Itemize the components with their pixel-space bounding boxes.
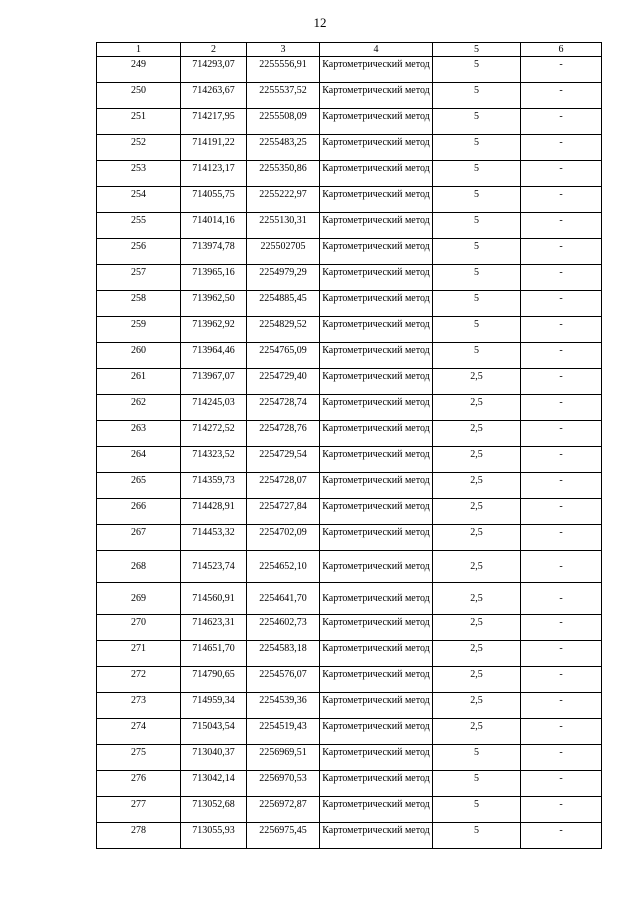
method-cell: Картометрический метод — [320, 395, 433, 421]
note-cell: - — [521, 395, 602, 421]
accuracy-cell: 2,5 — [433, 499, 521, 525]
x-coordinate-cell: 713962,92 — [181, 317, 247, 343]
point-number-cell: 258 — [97, 291, 181, 317]
x-coordinate-cell: 714055,75 — [181, 187, 247, 213]
accuracy-cell: 5 — [433, 161, 521, 187]
accuracy-cell: 5 — [433, 823, 521, 849]
y-coordinate-cell: 2256970,53 — [247, 771, 320, 797]
accuracy-cell: 5 — [433, 239, 521, 265]
accuracy-cell: 2,5 — [433, 583, 521, 615]
y-coordinate-cell: 2254829,52 — [247, 317, 320, 343]
accuracy-cell: 2,5 — [433, 615, 521, 641]
x-coordinate-cell: 714293,07 — [181, 57, 247, 83]
method-cell: Картометрический метод — [320, 641, 433, 667]
table-row — [97, 473, 602, 499]
method-cell: Картометрический метод — [320, 135, 433, 161]
point-number-cell: 252 — [97, 135, 181, 161]
accuracy-cell: 5 — [433, 797, 521, 823]
method-cell: Картометрический метод — [320, 499, 433, 525]
method-cell: Картометрический метод — [320, 719, 433, 745]
x-coordinate-cell: 714323,52 — [181, 447, 247, 473]
accuracy-cell: 2,5 — [433, 473, 521, 499]
accuracy-cell: 2,5 — [433, 667, 521, 693]
note-cell: - — [521, 551, 602, 583]
table-row — [97, 109, 602, 135]
y-coordinate-cell: 2254641,70 — [247, 583, 320, 615]
x-coordinate-cell: 714245,03 — [181, 395, 247, 421]
note-cell: - — [521, 213, 602, 239]
point-number-cell: 254 — [97, 187, 181, 213]
y-coordinate-cell: 2254652,10 — [247, 551, 320, 583]
point-number-cell: 255 — [97, 213, 181, 239]
x-coordinate-cell: 714560,91 — [181, 583, 247, 615]
table-row — [97, 421, 602, 447]
x-coordinate-cell: 714272,52 — [181, 421, 247, 447]
table-row — [97, 551, 602, 583]
column-header: 6 — [521, 43, 602, 57]
x-coordinate-cell: 713974,78 — [181, 239, 247, 265]
table-row — [97, 525, 602, 551]
method-cell: Картометрический метод — [320, 693, 433, 719]
table-row — [97, 213, 602, 239]
note-cell: - — [521, 109, 602, 135]
x-coordinate-cell: 714123,17 — [181, 161, 247, 187]
note-cell: - — [521, 667, 602, 693]
page-number: 12 — [313, 15, 327, 30]
note-cell: - — [521, 745, 602, 771]
x-coordinate-cell: 713055,93 — [181, 823, 247, 849]
method-cell: Картометрический метод — [320, 109, 433, 135]
y-coordinate-cell: 2254576,07 — [247, 667, 320, 693]
y-coordinate-cell: 2256972,87 — [247, 797, 320, 823]
method-cell: Картометрический метод — [320, 797, 433, 823]
method-cell: Картометрический метод — [320, 615, 433, 641]
point-number-cell: 275 — [97, 745, 181, 771]
x-coordinate-cell: 714523,74 — [181, 551, 247, 583]
y-coordinate-cell: 2254885,45 — [247, 291, 320, 317]
note-cell: - — [521, 823, 602, 849]
x-coordinate-cell: 713964,46 — [181, 343, 247, 369]
accuracy-cell: 2,5 — [433, 693, 521, 719]
y-coordinate-cell: 2254728,07 — [247, 473, 320, 499]
accuracy-cell: 2,5 — [433, 395, 521, 421]
accuracy-cell: 5 — [433, 771, 521, 797]
table-row — [97, 161, 602, 187]
accuracy-cell: 5 — [433, 317, 521, 343]
column-header: 3 — [247, 43, 320, 57]
note-cell: - — [521, 719, 602, 745]
point-number-cell: 261 — [97, 369, 181, 395]
table-row — [97, 395, 602, 421]
x-coordinate-cell: 713965,16 — [181, 265, 247, 291]
x-coordinate-cell: 714428,91 — [181, 499, 247, 525]
note-cell: - — [521, 317, 602, 343]
method-cell: Картометрический метод — [320, 745, 433, 771]
note-cell: - — [521, 369, 602, 395]
x-coordinate-cell: 714263,67 — [181, 83, 247, 109]
table-row — [97, 239, 602, 265]
y-coordinate-cell: 2254728,74 — [247, 395, 320, 421]
point-number-cell: 271 — [97, 641, 181, 667]
method-cell: Картометрический метод — [320, 343, 433, 369]
column-header: 1 — [97, 43, 181, 57]
y-coordinate-cell: 2255556,91 — [247, 57, 320, 83]
y-coordinate-cell: 225502705 — [247, 239, 320, 265]
point-number-cell: 278 — [97, 823, 181, 849]
table-row — [97, 771, 602, 797]
table-row — [97, 291, 602, 317]
accuracy-cell: 2,5 — [433, 421, 521, 447]
note-cell: - — [521, 583, 602, 615]
table-row — [97, 57, 602, 83]
x-coordinate-cell: 713052,68 — [181, 797, 247, 823]
note-cell: - — [521, 343, 602, 369]
point-number-cell: 265 — [97, 473, 181, 499]
accuracy-cell: 5 — [433, 213, 521, 239]
accuracy-cell: 2,5 — [433, 369, 521, 395]
point-number-cell: 262 — [97, 395, 181, 421]
method-cell: Картометрический метод — [320, 213, 433, 239]
point-number-cell: 251 — [97, 109, 181, 135]
table-row — [97, 823, 602, 849]
note-cell: - — [521, 771, 602, 797]
table-row — [97, 317, 602, 343]
accuracy-cell: 5 — [433, 343, 521, 369]
point-number-cell: 270 — [97, 615, 181, 641]
y-coordinate-cell: 2254728,76 — [247, 421, 320, 447]
x-coordinate-cell: 714359,73 — [181, 473, 247, 499]
x-coordinate-cell: 714790,65 — [181, 667, 247, 693]
note-cell: - — [521, 615, 602, 641]
note-cell: - — [521, 239, 602, 265]
table-body — [97, 57, 602, 849]
column-header: 5 — [433, 43, 521, 57]
y-coordinate-cell: 2255222,97 — [247, 187, 320, 213]
x-coordinate-cell: 713962,50 — [181, 291, 247, 317]
note-cell: - — [521, 693, 602, 719]
method-cell: Картометрический метод — [320, 771, 433, 797]
point-number-cell: 274 — [97, 719, 181, 745]
y-coordinate-cell: 2254727,84 — [247, 499, 320, 525]
point-number-cell: 269 — [97, 583, 181, 615]
point-number-cell: 253 — [97, 161, 181, 187]
note-cell: - — [521, 797, 602, 823]
table-row — [97, 187, 602, 213]
y-coordinate-cell: 2255350,86 — [247, 161, 320, 187]
header-row — [97, 43, 602, 57]
y-coordinate-cell: 2254765,09 — [247, 343, 320, 369]
method-cell: Картометрический метод — [320, 473, 433, 499]
note-cell: - — [521, 265, 602, 291]
note-cell: - — [521, 447, 602, 473]
table-row — [97, 797, 602, 823]
y-coordinate-cell: 2255537,52 — [247, 83, 320, 109]
y-coordinate-cell: 2254583,18 — [247, 641, 320, 667]
method-cell: Картометрический метод — [320, 447, 433, 473]
method-cell: Картометрический метод — [320, 421, 433, 447]
table-row — [97, 499, 602, 525]
y-coordinate-cell: 2255483,25 — [247, 135, 320, 161]
accuracy-cell: 5 — [433, 265, 521, 291]
y-coordinate-cell: 2254519,43 — [247, 719, 320, 745]
note-cell: - — [521, 641, 602, 667]
point-number-cell: 276 — [97, 771, 181, 797]
table-row — [97, 369, 602, 395]
point-number-cell: 266 — [97, 499, 181, 525]
note-cell: - — [521, 525, 602, 551]
accuracy-cell: 2,5 — [433, 447, 521, 473]
table-row — [97, 667, 602, 693]
table-row — [97, 83, 602, 109]
point-number-cell: 257 — [97, 265, 181, 291]
point-number-cell: 277 — [97, 797, 181, 823]
point-number-cell: 256 — [97, 239, 181, 265]
note-cell: - — [521, 187, 602, 213]
method-cell: Картометрический метод — [320, 83, 433, 109]
y-coordinate-cell: 2254602,73 — [247, 615, 320, 641]
point-number-cell: 264 — [97, 447, 181, 473]
method-cell: Картометрический метод — [320, 369, 433, 395]
note-cell: - — [521, 135, 602, 161]
accuracy-cell: 5 — [433, 291, 521, 317]
x-coordinate-cell: 714217,95 — [181, 109, 247, 135]
x-coordinate-cell: 713967,07 — [181, 369, 247, 395]
method-cell: Картометрический метод — [320, 583, 433, 615]
x-coordinate-cell: 714651,70 — [181, 641, 247, 667]
y-coordinate-cell: 2254539,36 — [247, 693, 320, 719]
accuracy-cell: 2,5 — [433, 525, 521, 551]
table-row — [97, 693, 602, 719]
accuracy-cell: 2,5 — [433, 719, 521, 745]
table-header — [97, 43, 602, 57]
point-number-cell: 259 — [97, 317, 181, 343]
method-cell: Картометрический метод — [320, 823, 433, 849]
accuracy-cell: 2,5 — [433, 551, 521, 583]
table-row — [97, 583, 602, 615]
point-number-cell: 249 — [97, 57, 181, 83]
note-cell: - — [521, 57, 602, 83]
table-row — [97, 343, 602, 369]
x-coordinate-cell: 714014,16 — [181, 213, 247, 239]
accuracy-cell: 5 — [433, 57, 521, 83]
y-coordinate-cell: 2254702,09 — [247, 525, 320, 551]
y-coordinate-cell: 2255508,09 — [247, 109, 320, 135]
y-coordinate-cell: 2255130,31 — [247, 213, 320, 239]
table-row — [97, 745, 602, 771]
column-header: 4 — [320, 43, 433, 57]
method-cell: Картометрический метод — [320, 239, 433, 265]
table-row — [97, 135, 602, 161]
y-coordinate-cell: 2256969,51 — [247, 745, 320, 771]
table-row — [97, 265, 602, 291]
x-coordinate-cell: 714959,34 — [181, 693, 247, 719]
method-cell: Картометрический метод — [320, 161, 433, 187]
x-coordinate-cell: 713040,37 — [181, 745, 247, 771]
x-coordinate-cell: 715043,54 — [181, 719, 247, 745]
table-row — [97, 615, 602, 641]
method-cell: Картометрический метод — [320, 551, 433, 583]
note-cell: - — [521, 161, 602, 187]
point-number-cell: 268 — [97, 551, 181, 583]
y-coordinate-cell: 2254729,54 — [247, 447, 320, 473]
point-number-cell: 260 — [97, 343, 181, 369]
method-cell: Картометрический метод — [320, 667, 433, 693]
accuracy-cell: 5 — [433, 187, 521, 213]
y-coordinate-cell: 2256975,45 — [247, 823, 320, 849]
note-cell: - — [521, 83, 602, 109]
method-cell: Картометрический метод — [320, 291, 433, 317]
table-row — [97, 641, 602, 667]
point-number-cell: 263 — [97, 421, 181, 447]
note-cell: - — [521, 421, 602, 447]
coordinates-table — [96, 42, 602, 849]
point-number-cell: 272 — [97, 667, 181, 693]
method-cell: Картометрический метод — [320, 57, 433, 83]
y-coordinate-cell: 2254979,29 — [247, 265, 320, 291]
note-cell: - — [521, 291, 602, 317]
point-number-cell: 250 — [97, 83, 181, 109]
note-cell: - — [521, 473, 602, 499]
accuracy-cell: 5 — [433, 109, 521, 135]
method-cell: Картометрический метод — [320, 525, 433, 551]
column-header: 2 — [181, 43, 247, 57]
accuracy-cell: 2,5 — [433, 641, 521, 667]
accuracy-cell: 5 — [433, 745, 521, 771]
x-coordinate-cell: 714623,31 — [181, 615, 247, 641]
method-cell: Картометрический метод — [320, 265, 433, 291]
y-coordinate-cell: 2254729,40 — [247, 369, 320, 395]
accuracy-cell: 5 — [433, 83, 521, 109]
x-coordinate-cell: 714191,22 — [181, 135, 247, 161]
method-cell: Картометрический метод — [320, 187, 433, 213]
point-number-cell: 273 — [97, 693, 181, 719]
note-cell: - — [521, 499, 602, 525]
table-row — [97, 719, 602, 745]
x-coordinate-cell: 714453,32 — [181, 525, 247, 551]
x-coordinate-cell: 713042,14 — [181, 771, 247, 797]
method-cell: Картометрический метод — [320, 317, 433, 343]
point-number-cell: 267 — [97, 525, 181, 551]
table-row — [97, 447, 602, 473]
accuracy-cell: 5 — [433, 135, 521, 161]
